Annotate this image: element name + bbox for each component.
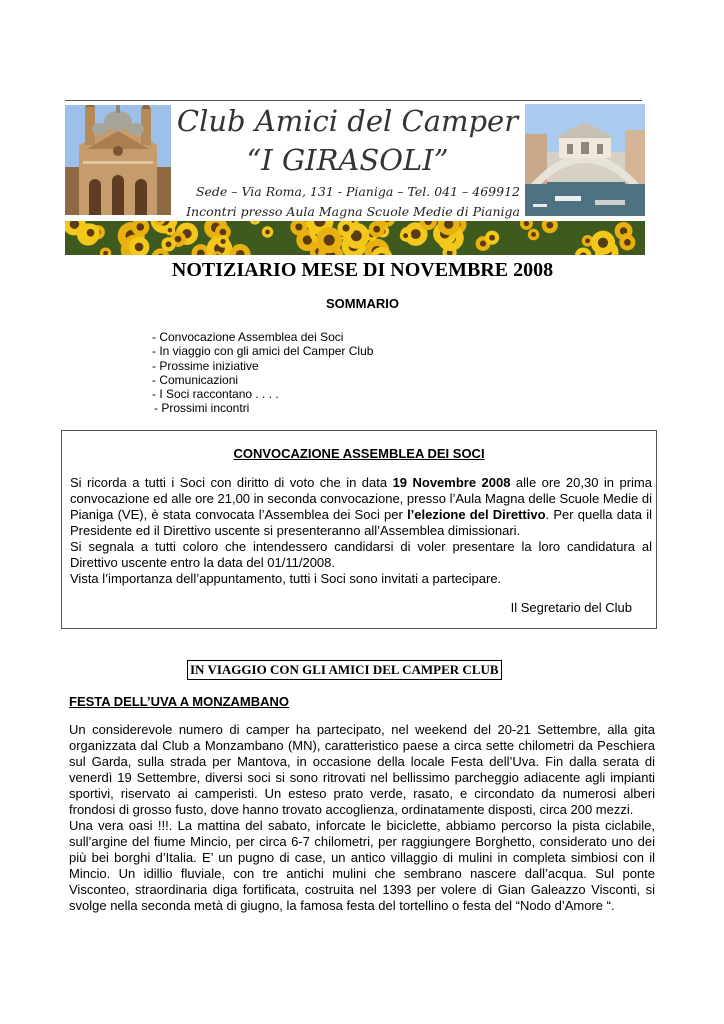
- article-paragraph: Un considerevole numero di camper ha partecipato, nel weekend del 20-21 Settembre, alla gita organizzata dal Club a Monzambano (MN), caratteristico paese a circa sette chilometri da Peschiera sul Garda, sulla strada per Mantova, in occasione della locale Festa dell’Uva. Fin dalla serata di venerdì 19 Settembre, diversi soci si sono ritrovati nel bellissimo parcheggio adiacente agli impianti sportivi, riservato ai camperisti. Un esteso prato verde, rasato, e circondato da numerosi alberi frondosi di grosso fusto, dove hanno trovato accoglienza, ordinatamente disposti, circa 200 mezzi.: [69, 722, 655, 817]
- assembly-election: l’elezione del Direttivo: [407, 507, 546, 522]
- church-illustration: [65, 105, 171, 215]
- article-paragraph: Una vera oasi !!!. La mattina del sabato, inforcate le biciclette, abbiamo percorso la pista ciclabile, sull’argine del fiume Mincio, per circa 6-7 chilometri, per raggiungere Borghetto, considerato uno dei più bei borghi d’Italia. E’ un pugno di case, un antico villaggio di mulini in completa simbiosi con il Mincio. Un idillio fluviale, con tre antichi mulini che sembrano nascere dall’acqua. Sul ponte Visconteo, straordinaria diga fortificata, costruita nel 1393 per volere di Gian Galeazzo Visconti, si svolge nella seconda metà di giugno, la famosa festa del tortellino o festa del “Nodo d’Amore “.: [69, 818, 655, 913]
- assembly-signature: Il Segretario del Club: [510, 600, 632, 615]
- rialto-bridge-photo: [525, 104, 645, 216]
- article-body: [69, 722, 655, 914]
- summary-item: - I Soci raccontano . . . .: [152, 387, 279, 402]
- summary-list: [152, 330, 373, 416]
- sunflower-field-illustration: [65, 221, 645, 255]
- summary-item: - In viaggio con gli amici del Camper Club: [152, 344, 374, 359]
- church-photo: [65, 105, 171, 215]
- assembly-notice-box: [61, 430, 657, 629]
- sunflower-banner: [65, 221, 645, 255]
- header-top-rule: [65, 100, 642, 101]
- club-address: Sede – Via Roma, 131 - Pianiga – Tel. 041 – 469912: [195, 184, 520, 199]
- article-title: FESTA DELL’UVA A MONZAMBANO: [69, 694, 290, 709]
- club-title: Club Amici del Camper: [176, 104, 519, 138]
- summary-title: SOMMARIO: [326, 296, 399, 311]
- summary-item: - Prossime iniziative: [152, 358, 259, 373]
- assembly-candidacy-text: Si segnala a tutti coloro che intendessero candidarsi di voler presentare la loro candidatura al Direttivo uscente entro la data del 01/11/2008.: [70, 539, 652, 570]
- summary-item: - Comunicazioni: [152, 372, 239, 387]
- assembly-text: Si ricorda a tutti i Soci con diritto di voto che in data: [70, 475, 393, 490]
- club-subtitle: “I GIRASOLI”: [246, 143, 449, 177]
- bridge-illustration: [525, 104, 645, 216]
- summary-item: - Prossimi incontri: [154, 401, 250, 416]
- club-meetings-location: Incontri presso Aula Magna Scuole Medie di Pianiga: [186, 204, 520, 219]
- assembly-invitation-text: Vista l’importanza dell’appuntamento, tutti i Soci sono invitati a partecipare.: [70, 571, 502, 586]
- newsletter-title: NOTIZIARIO MESE DI NOVEMBRE 2008: [171, 259, 554, 281]
- assembly-text: . Per quella data il Presidente ed il Direttivo uscente si presenteranno all’Assemblea dimissionari.: [70, 507, 652, 538]
- assembly-heading: CONVOCAZIONE ASSEMBLEA DEI SOCI: [233, 446, 485, 461]
- assembly-body: [70, 475, 652, 587]
- assembly-date: 19 Novembre 2008: [392, 475, 511, 490]
- summary-item: - Convocazione Assemblea dei Soci: [152, 330, 344, 344]
- travel-section-heading: IN VIAGGIO CON GLI AMICI DEL CAMPER CLUB: [187, 660, 502, 680]
- assembly-text: alle ore 20,30 in prima convocazione ed alle ore 21,00 in seconda convocazione, presso l’Aula Magna delle Scuole Medie di Pianiga (VE), è stata convocata l’Assemblea dei Soci per: [70, 475, 652, 522]
